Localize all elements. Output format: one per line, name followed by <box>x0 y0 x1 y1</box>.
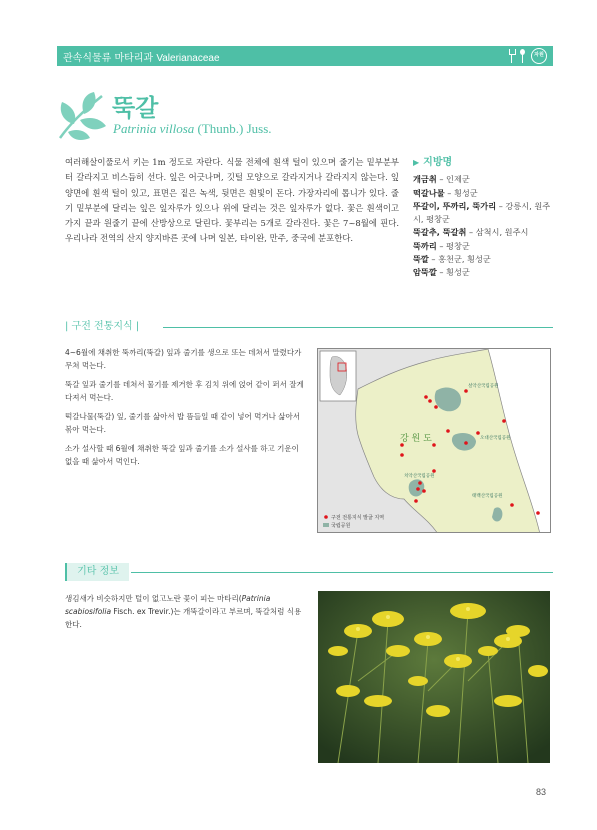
local-name-region: – 삼척시, 원주시 <box>466 227 529 238</box>
local-name-region: – 강릉시, 원주시, 평창군 <box>413 200 551 225</box>
local-names-heading-text: 지방명 <box>423 157 453 168</box>
traditional-knowledge-label: | 구전 전통지식 | <box>65 321 140 332</box>
local-name: 암뚝깔 <box>413 267 437 278</box>
section-divider <box>131 572 553 573</box>
header-icons <box>509 48 547 64</box>
scientific-name <box>113 121 272 137</box>
local-name: 뚝깔 <box>413 254 429 265</box>
triangle-icon: ▶ <box>413 158 420 167</box>
map-graphic <box>318 349 551 533</box>
local-name-region: – 횡성군 <box>436 267 470 278</box>
map-province-label: 강 원 도 <box>400 434 432 444</box>
local-name-row <box>413 253 553 266</box>
distribution-map <box>317 348 551 533</box>
local-name-region: – 횡성군 <box>444 187 478 198</box>
plant-description: 여러해살이풀로서 키는 1m 정도로 자란다. 식물 전체에 흰색 털이 있으며 줄기는 밑부분부터 갈라지고 비스듬히 선다. 잎은 어긋나며, 깃털 모양으로 갈라지거나 갈라지지 않는다. 잎 양면에 흰색 털이 있고, 표면은 짙은 녹색, 뒷면은 흰빛이 돈다. 가장자리에 톱니가 있다. 줄기 밑부분에 달리는 잎은 잎자루가 있으나 위에 달리는 것은 잎자루가 없다. 꽃은 흰색이고 가지 끝과 원줄기 끝에 산방상으로 달린다. 꽃부리는 5개로 갈라진다. 꽃은 7~8월에 핀다. 우리나라 전역의 산지 양지바른 곳에 나며 일본, 타이완, 만주, 중국에 분포한다. <box>65 157 399 244</box>
section-divider <box>163 327 553 328</box>
local-name-region: – 평창군 <box>436 240 470 251</box>
park-label: 치악산국립공원 <box>404 474 435 479</box>
local-name: 개금취 <box>413 174 437 185</box>
resource-badge-icon: 자원 <box>531 48 547 64</box>
other-info-label: 기타 정보 <box>65 563 129 581</box>
traditional-paragraph: 떡갈나물(뚝갈) 잎, 줄기를 삶아서 밥 뜸들일 때 같이 넣어 먹거나 삶아서 볶아 먹는다. <box>65 412 300 434</box>
local-names-panel <box>413 156 553 280</box>
traditional-paragraph: 4~6월에 채취한 뚝까리(뚝갈) 잎과 줄기를 생으로 또는 데쳐서 말렸다가 무쳐 먹는다. <box>65 348 302 370</box>
local-name-row <box>413 200 553 227</box>
other-text-part: 생김새가 비슷하지만 털이 없고노란 꽃이 피는 마타리( <box>65 594 242 603</box>
other-text-italic: Patrinia scabiosifolia <box>65 594 271 616</box>
local-name-row <box>413 173 553 186</box>
park-label: 설악산국립공원 <box>468 384 499 389</box>
local-name: 뚜갈이, 뚜까리, 뚝가리 <box>413 200 497 211</box>
plant-photo <box>318 591 550 763</box>
page-number: 83 <box>536 787 547 797</box>
other-info-text <box>65 592 305 631</box>
fork-icon <box>509 49 514 63</box>
local-names-heading <box>413 156 553 169</box>
park-label: 오대산국립공원 <box>480 436 511 441</box>
chapter-header <box>57 46 553 66</box>
scientific-name-genus-species: Patrinia villosa <box>113 121 195 136</box>
local-name-row <box>413 266 553 279</box>
park-label: 태백산국립공원 <box>472 494 503 499</box>
chapter-title-ko: 관속식물류 마타리과 <box>63 53 157 64</box>
traditional-knowledge-text <box>65 346 305 474</box>
scientific-name-author: (Thunb.) Juss. <box>194 121 272 136</box>
legend-item: 국립공원 <box>331 523 351 529</box>
local-name: 뚝갈추, 뚝갈취 <box>413 227 467 238</box>
chapter-title-en: Valerianaceae <box>156 53 220 64</box>
other-text-part: Fisch. ex Trevir.)는 개뚝갈이라고 부르며, 뚝갈처럼 식용한다. <box>65 607 302 629</box>
plant-name: 뚝갈 <box>112 94 159 122</box>
chapter-title <box>63 49 220 64</box>
legend-item: 구전 전통지식 발굴 지역 <box>331 515 385 521</box>
local-name-row <box>413 240 553 253</box>
traditional-paragraph: 뚝갈 잎과 줄기를 데쳐서 물기를 제거한 후 김치 위에 얹어 같이 퍼서 잘게 다져서 먹는다. <box>65 380 304 402</box>
spoon-icon <box>520 49 525 63</box>
traditional-paragraph: 소가 설사할 때 6월에 채취한 뚝갈 잎과 줄기를 소가 설사를 하고 기운이 없을 때 삶아서 먹인다. <box>65 444 299 466</box>
local-name-region: – 인제군 <box>436 174 470 185</box>
local-name: 떡갈나물 <box>413 187 445 198</box>
local-name-row <box>413 187 553 200</box>
local-name: 뚝까리 <box>413 240 437 251</box>
local-name-region: – 홍천군, 횡성군 <box>428 254 491 265</box>
photo-graphic <box>318 591 550 763</box>
leaf-icon <box>56 90 108 142</box>
local-name-row <box>413 226 553 239</box>
